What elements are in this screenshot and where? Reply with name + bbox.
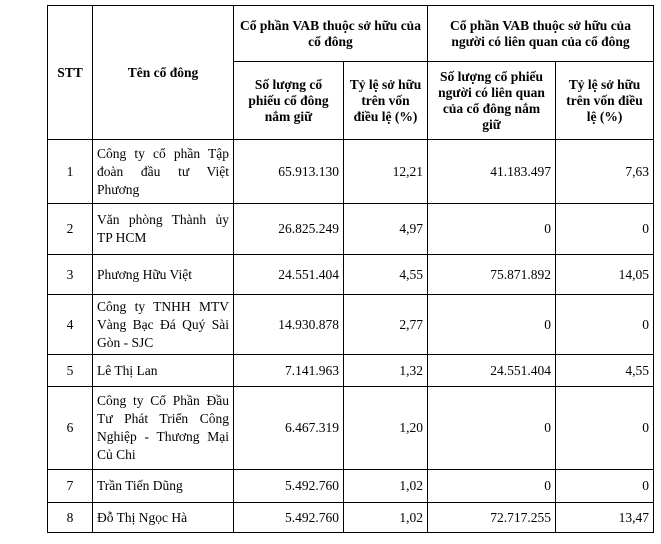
cell-owned-pct: 12,21 [344,140,428,204]
cell-name: Văn phòng Thành ủy TP HCM [93,204,234,255]
cell-name: Công ty Cổ Phần Đầu Tư Phát Triển Công Nghiệp - Thương Mại Củ Chi [93,387,234,470]
cell-name: Đỗ Thị Ngọc Hà [93,503,234,533]
header-group-owned: Cổ phần VAB thuộc sở hữu của cổ đông [234,6,428,62]
cell-related-pct: 0 [556,387,654,470]
cell-related-qty: 72.717.255 [428,503,556,533]
cell-related-pct: 0 [556,470,654,503]
table-row [48,355,654,387]
cell-stt: 1 [48,140,93,204]
cell-related-qty: 0 [428,387,556,470]
header-owned-qty: Số lượng cổ phiếu cổ đông nắm giữ [234,62,344,140]
table-row [48,255,654,295]
cell-related-qty: 75.871.892 [428,255,556,295]
cell-stt: 7 [48,470,93,503]
cell-related-pct: 14,05 [556,255,654,295]
cell-related-pct: 0 [556,295,654,355]
cell-owned-qty: 26.825.249 [234,204,344,255]
cell-stt: 2 [48,204,93,255]
cell-related-pct: 13,47 [556,503,654,533]
table-row [48,387,654,470]
header-group-related: Cổ phần VAB thuộc sở hữu của người có liên quan của cổ đông [428,6,654,62]
cell-name: Lê Thị Lan [93,355,234,387]
cell-name: Công ty TNHH MTV Vàng Bạc Đá Quý Sài Gòn - SJC [93,295,234,355]
cell-stt: 8 [48,503,93,533]
header-name: Tên cổ đông [93,6,234,140]
shareholder-table [47,5,654,533]
cell-owned-pct: 2,77 [344,295,428,355]
cell-related-pct: 7,63 [556,140,654,204]
cell-owned-qty: 14.930.878 [234,295,344,355]
header-related-qty: Số lượng cổ phiếu người có liên quan của cổ đông nắm giữ [428,62,556,140]
cell-related-qty: 41.183.497 [428,140,556,204]
cell-name: Phương Hữu Việt [93,255,234,295]
cell-owned-qty: 6.467.319 [234,387,344,470]
header-related-pct: Tỷ lệ sở hữu trên vốn điều lệ (%) [556,62,654,140]
cell-owned-qty: 5.492.760 [234,470,344,503]
table-row [48,503,654,533]
cell-related-qty: 24.551.404 [428,355,556,387]
cell-related-qty: 0 [428,204,556,255]
cell-owned-pct: 1,02 [344,470,428,503]
cell-stt: 5 [48,355,93,387]
cell-owned-qty: 65.913.130 [234,140,344,204]
cell-owned-pct: 1,02 [344,503,428,533]
header-stt: STT [48,6,93,140]
cell-name: Trần Tiến Dũng [93,470,234,503]
cell-related-pct: 4,55 [556,355,654,387]
table-row [48,140,654,204]
cell-related-qty: 0 [428,470,556,503]
cell-owned-qty: 5.492.760 [234,503,344,533]
table-row [48,295,654,355]
cell-name: Công ty cổ phần Tập đoàn đầu tư Việt Phương [93,140,234,204]
cell-owned-pct: 4,97 [344,204,428,255]
cell-related-pct: 0 [556,204,654,255]
header-owned-pct: Tỷ lệ sở hữu trên vốn điều lệ (%) [344,62,428,140]
table-row [48,204,654,255]
cell-owned-qty: 24.551.404 [234,255,344,295]
cell-owned-pct: 1,32 [344,355,428,387]
cell-stt: 3 [48,255,93,295]
cell-owned-pct: 1,20 [344,387,428,470]
cell-stt: 6 [48,387,93,470]
cell-related-qty: 0 [428,295,556,355]
table-row [48,470,654,503]
cell-owned-qty: 7.141.963 [234,355,344,387]
cell-owned-pct: 4,55 [344,255,428,295]
cell-stt: 4 [48,295,93,355]
